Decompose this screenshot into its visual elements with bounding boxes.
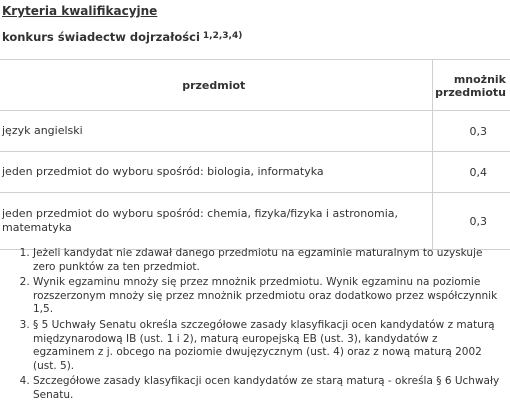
column-header-subject: przedmiot (0, 60, 432, 111)
table-row (0, 111, 510, 152)
footnotes-list (0, 247, 510, 405)
criteria-table (0, 59, 510, 250)
footnote-item: 2. Wynik egzaminu mnoży się przez mnożnik przedmiotu. Wynik egzaminu na poziomie rozszerzonym mnoży się przez mnożnik przedmiotu oraz dodatkowo przez współczynnik 1,5. (33, 276, 510, 317)
page-heading: Kryteria kwalifikacyjne (2, 4, 158, 18)
multiplier-cell: 0,3 (432, 111, 510, 152)
table-row (0, 193, 510, 250)
table-header-row (0, 60, 510, 111)
section-subheading (2, 30, 242, 44)
multiplier-cell: 0,4 (432, 152, 510, 193)
footnote-item: 1. Jeżeli kandydat nie zdawał danego przedmiotu na egzaminie maturalnym to uzyskuje zero punktów za ten przedmiot. (33, 247, 510, 274)
column-header-multiplier: mnożnik przedmiotu (432, 60, 510, 111)
subject-cell: jeden przedmiot do wyboru spośród: chemia, fizyka/fizyka i astronomia, matematyka (0, 193, 432, 250)
subject-cell: jeden przedmiot do wyboru spośród: biologia, informatyka (0, 152, 432, 193)
multiplier-cell: 0,3 (432, 193, 510, 250)
footnote-item: 3. § 5 Uchwały Senatu określa szczegółowe zasady klasyfikacji ocen kandydatów z maturą międzynarodową IB (ust. 1 i 2), maturą europejską EB (ust. 3), kandydatów z egzaminem z j. obcego na poziomie dwujęzycznym (ust. 4) oraz z nową maturą 2002 (ust. 5). (33, 319, 510, 373)
subheading-text: konkurs świadectw dojrzałości (2, 30, 200, 44)
table-row (0, 152, 510, 193)
footnote-reference: 1,2,3,4) (202, 31, 243, 41)
subject-cell: język angielski (0, 111, 432, 152)
footnote-item: 4. Szczegółowe zasady klasyfikacji ocen kandydatów ze starą maturą - określa § 6 Uchwały Senatu. (33, 375, 510, 402)
